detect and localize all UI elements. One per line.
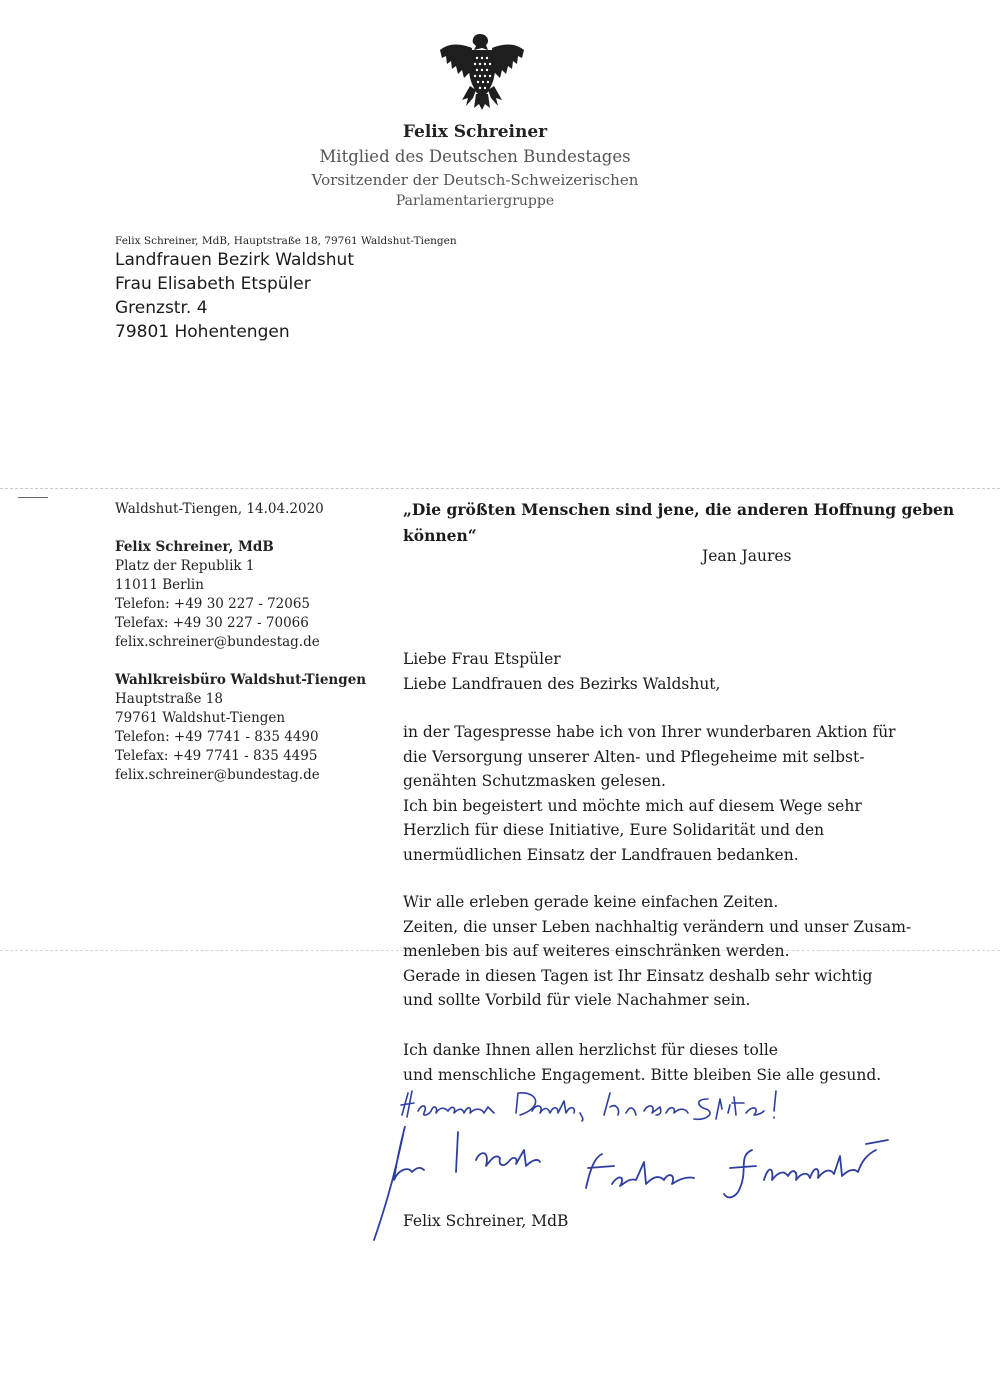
salutation-line: Liebe Landfrauen des Bezirks Waldshut, <box>403 674 721 693</box>
contact-email: felix.schreiner@bundestag.de <box>115 767 320 783</box>
salutation <box>403 647 963 696</box>
salutation-line: Liebe Frau Etspüler <box>403 650 561 668</box>
letterhead-name: Felix Schreiner <box>402 122 548 142</box>
quote-author: Jean Jaures <box>702 547 792 565</box>
contact-line: Telefax: +49 7741 - 835 4495 <box>115 748 318 764</box>
body-line: Zeiten, die unser Leben nachhaltig verändern und unser Zusam- <box>403 917 912 936</box>
contact-line: 11011 Berlin <box>115 577 204 593</box>
contact-email: felix.schreiner@bundestag.de <box>115 634 320 650</box>
paragraph-3 <box>403 1038 963 1087</box>
body-line: Gerade in diesen Tagen ist Ihr Einsatz deshalb sehr wichtig <box>403 966 873 985</box>
office-contact-block <box>115 671 366 785</box>
body-line: Herzlich für diese Initiative, Eure Solidarität und den <box>403 821 825 839</box>
fold-line <box>0 488 1000 489</box>
recipient-line: Frau Elisabeth Etspüler <box>115 274 311 294</box>
berlin-contact-title: Felix Schreiner, MdB <box>115 539 274 555</box>
body-line: Ich bin begeistert und möchte mich auf diesem Wege sehr <box>403 796 862 815</box>
body-line: und menschliche Engagement. Bitte bleiben Sie alle gesund. <box>403 1065 882 1084</box>
contact-line: Platz der Republik 1 <box>115 558 255 574</box>
recipient-line: 79801 Hohentengen <box>115 322 290 342</box>
letter-date: Waldshut-Tiengen, 14.04.2020 <box>115 501 324 517</box>
contact-line: 79761 Waldshut-Tiengen <box>115 710 286 726</box>
contact-line: Telefon: +49 7741 - 835 4490 <box>115 729 319 745</box>
body-line: menleben bis auf weiteres einschränken werden. <box>403 942 790 960</box>
recipient-line: Landfrauen Bezirk Waldshut <box>115 250 354 270</box>
body-line: die Versorgung unserer Alten- und Pflegeheime mit selbst- <box>403 747 865 766</box>
body-line: und sollte Vorbild für viele Nachahmer sein. <box>403 991 751 1009</box>
body-line: unermüdlichen Einsatz der Landfrauen bedanken. <box>403 845 799 864</box>
letterhead-title: Mitglied des Deutschen Bundestages <box>319 147 631 166</box>
paragraph-2 <box>403 890 963 1013</box>
body-line: Ich danke Ihnen allen herzlichst für dieses tolle <box>403 1041 778 1059</box>
bundestag-eagle-logo <box>436 28 528 110</box>
signature-name: Felix Schreiner, MdB <box>403 1212 569 1230</box>
contact-line: Hauptstraße 18 <box>115 691 223 707</box>
contact-line: Telefon: +49 30 227 - 72065 <box>115 596 311 612</box>
paragraph-1 <box>403 720 963 867</box>
epigraph-quote: „Die größten Menschen sind jene, die anderen Hoffnung geben können“ <box>403 500 955 545</box>
contact-line: Telefax: +49 30 227 - 70066 <box>115 615 309 631</box>
fold-mark <box>18 497 48 498</box>
body-line: genähten Schutzmasken gelesen. <box>403 772 666 790</box>
sender-return-address: Felix Schreiner, MdB, Hauptstraße 18, 79761 Waldshut-Tiengen <box>115 235 457 247</box>
body-line: Wir alle erleben gerade keine einfachen Zeiten. <box>403 893 779 911</box>
office-contact-title: Wahlkreisbüro Waldshut-Tiengen <box>115 672 367 688</box>
letterhead-role-line2: Parlamentariergruppe <box>395 193 555 209</box>
body-line: in der Tagespresse habe ich von Ihrer wunderbaren Aktion für <box>403 723 896 741</box>
letterhead-role-line1: Vorsitzender der Deutsch-Schweizerischen <box>311 171 639 189</box>
recipient-line: Grenzstr. 4 <box>115 298 208 318</box>
berlin-contact-block <box>115 538 320 652</box>
